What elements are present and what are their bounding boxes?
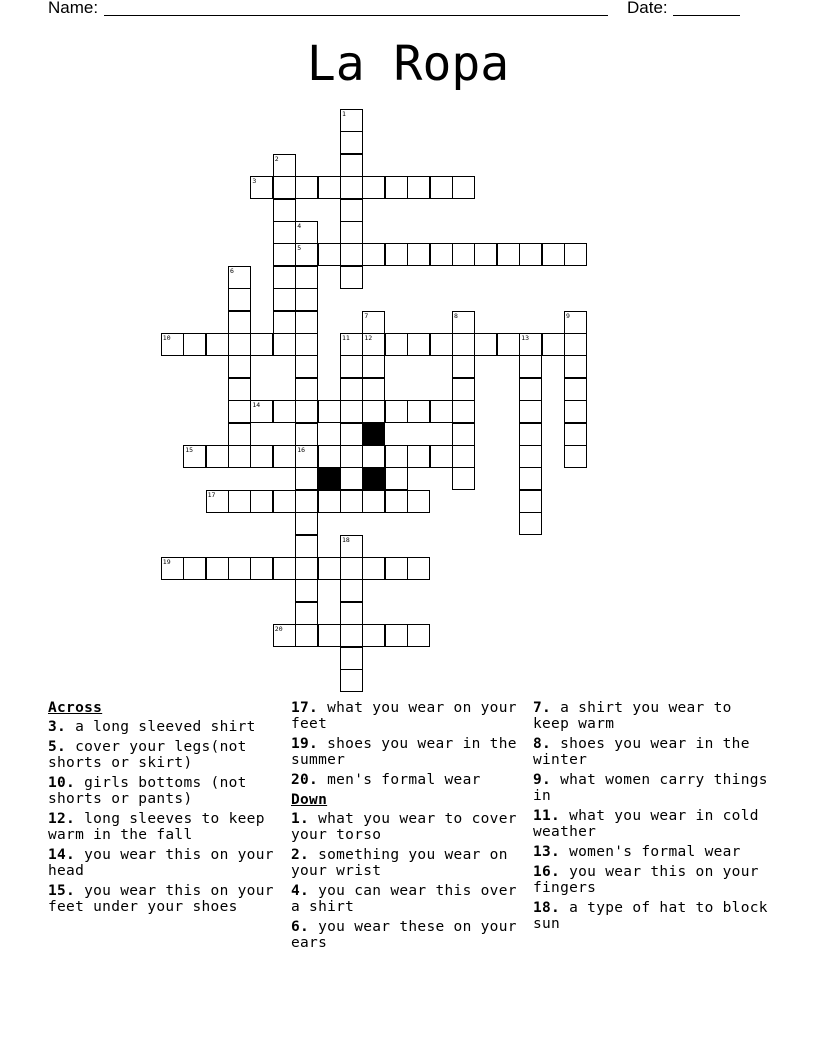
- crossword-cell[interactable]: [250, 557, 273, 580]
- crossword-cell[interactable]: [161, 557, 184, 580]
- crossword-cell[interactable]: [340, 176, 363, 199]
- crossword-cell[interactable]: [452, 243, 475, 266]
- crossword-cell[interactable]: [273, 266, 296, 289]
- crossword-cell[interactable]: [430, 176, 453, 199]
- crossword-cell[interactable]: [340, 400, 363, 423]
- clue-down-6: [291, 919, 531, 951]
- clue-number: 3: [252, 177, 257, 186]
- crossword-cell[interactable]: [340, 199, 363, 222]
- clue-number-label: 15.: [48, 883, 76, 899]
- crossword-cell[interactable]: [273, 243, 296, 266]
- crossword-cell[interactable]: [452, 378, 475, 401]
- crossword-cell[interactable]: [542, 333, 565, 356]
- clue-down-2: [291, 847, 531, 879]
- clue-text: what you wear on your feet: [291, 700, 517, 732]
- clue-text: a shirt you wear to keep warm: [533, 700, 732, 732]
- clue-number-label: 14.: [48, 847, 76, 863]
- clue-text: something you wear on your wrist: [291, 847, 508, 879]
- crossword-cell[interactable]: [273, 288, 296, 311]
- crossword-cell[interactable]: [497, 333, 520, 356]
- crossword-cell[interactable]: [452, 467, 475, 490]
- crossword-cell[interactable]: [519, 355, 542, 378]
- clue-down-16: [533, 864, 773, 896]
- crossword-cell[interactable]: [273, 176, 296, 199]
- crossword-cell[interactable]: [250, 333, 273, 356]
- crossword-cell[interactable]: [452, 333, 475, 356]
- crossword-cell[interactable]: [385, 333, 408, 356]
- crossword-cell[interactable]: [295, 445, 318, 468]
- crossword-cell[interactable]: [362, 355, 385, 378]
- clue-text: you wear this on your fingers: [533, 864, 759, 896]
- clue-number: 6: [230, 266, 234, 275]
- name-label: Name:: [48, 0, 99, 17]
- crossword-cell[interactable]: [206, 490, 229, 513]
- crossword-cell[interactable]: [519, 490, 542, 513]
- clue-number-label: 11.: [533, 808, 561, 824]
- clue-number: 16: [297, 446, 306, 454]
- crossword-cell[interactable]: [519, 512, 542, 535]
- crossword-cell[interactable]: [295, 333, 318, 356]
- crossword-cell[interactable]: [273, 557, 296, 580]
- crossword-cell[interactable]: [340, 624, 363, 647]
- crossword-cell[interactable]: [385, 490, 408, 513]
- crossword-cell[interactable]: [340, 131, 363, 154]
- crossword-cell[interactable]: [228, 557, 251, 580]
- crossword-cell[interactable]: [362, 445, 385, 468]
- crossword-cell[interactable]: [183, 557, 206, 580]
- clue-number: 8: [454, 311, 458, 320]
- crossword-cell[interactable]: [250, 176, 273, 199]
- crossword-cell[interactable]: [430, 400, 453, 423]
- crossword-cell[interactable]: [295, 311, 318, 334]
- crossword-cell[interactable]: [228, 490, 251, 513]
- clue-number-label: 1.: [291, 811, 310, 827]
- clue-number: 11: [342, 334, 350, 342]
- crossword-cell[interactable]: [273, 445, 296, 468]
- clue-across-5: [48, 739, 288, 771]
- crossword-cell[interactable]: [452, 355, 475, 378]
- crossword-cell[interactable]: [250, 400, 273, 423]
- clue-number-label: 16.: [533, 864, 561, 880]
- crossword-cell[interactable]: [362, 176, 385, 199]
- clue-number: 2: [274, 154, 279, 163]
- clue-text: you wear this on your head: [48, 847, 274, 879]
- crossword-cell[interactable]: [385, 176, 408, 199]
- crossword-cell[interactable]: [206, 445, 229, 468]
- clue-text: women's formal wear: [569, 844, 741, 860]
- clue-down-18: [533, 900, 773, 932]
- clue-down-13: [533, 844, 773, 860]
- crossword-cell[interactable]: [318, 557, 341, 580]
- crossword-cell[interactable]: [295, 288, 318, 311]
- crossword-block: [362, 423, 385, 446]
- clue-number-label: 20.: [291, 772, 319, 788]
- crossword-cell[interactable]: [295, 221, 318, 244]
- clue-down-11: [533, 808, 773, 840]
- crossword-cell[interactable]: [407, 557, 430, 580]
- down-heading: Down: [291, 792, 328, 808]
- crossword-cell[interactable]: [407, 400, 430, 423]
- crossword-cell[interactable]: [407, 624, 430, 647]
- clue-across-3: [48, 719, 288, 735]
- crossword-cell[interactable]: [295, 400, 318, 423]
- clue-number-label: 13.: [533, 844, 561, 860]
- clue-number: 5: [297, 244, 302, 253]
- clue-number-label: 9.: [533, 772, 552, 788]
- clue-number-label: 5.: [48, 739, 67, 755]
- crossword-cell[interactable]: [519, 423, 542, 446]
- clue-number: 9: [566, 311, 570, 320]
- clue-text: you wear this on your feet under your shoes: [48, 883, 274, 915]
- crossword-cell[interactable]: [228, 355, 251, 378]
- clue-number: 7: [364, 311, 369, 320]
- clue-text: cover your legs(not shorts or skirt): [48, 739, 247, 771]
- crossword-cell[interactable]: [362, 557, 385, 580]
- crossword-cell[interactable]: [452, 400, 475, 423]
- crossword-cell[interactable]: [183, 445, 206, 468]
- clue-number: 18: [342, 535, 350, 544]
- crossword-cell[interactable]: [340, 467, 363, 490]
- across-heading: Across: [48, 700, 103, 716]
- crossword-cell[interactable]: [564, 400, 587, 423]
- crossword-cell[interactable]: [295, 467, 318, 490]
- crossword-cell[interactable]: [295, 266, 318, 289]
- clue-across-10: [48, 775, 288, 807]
- crossword-cell[interactable]: [295, 423, 318, 446]
- crossword-cell[interactable]: [273, 311, 296, 334]
- crossword-cell[interactable]: [385, 445, 408, 468]
- crossword-cell[interactable]: [318, 243, 341, 266]
- crossword-cell[interactable]: [340, 154, 363, 177]
- crossword-cell[interactable]: [340, 355, 363, 378]
- crossword-cell[interactable]: [228, 288, 251, 311]
- crossword-cell[interactable]: [295, 535, 318, 558]
- crossword-block: [318, 467, 341, 490]
- clue-number-label: 7.: [533, 700, 552, 716]
- clue-number: 10: [162, 334, 171, 342]
- crossword-cell[interactable]: [564, 355, 587, 378]
- crossword-cell[interactable]: [273, 490, 296, 513]
- crossword-cell[interactable]: [340, 333, 363, 356]
- clues-column-3: [533, 700, 773, 936]
- clue-number: 15: [185, 446, 194, 454]
- crossword-cell[interactable]: [340, 266, 363, 289]
- crossword-cell[interactable]: [407, 176, 430, 199]
- clue-down-4: [291, 883, 531, 915]
- crossword-cell[interactable]: [519, 333, 542, 356]
- clue-across-19: [291, 736, 531, 768]
- crossword-cell[interactable]: [295, 512, 318, 535]
- clue-number-label: 18.: [533, 900, 561, 916]
- clue-across-15: [48, 883, 288, 915]
- crossword-cell[interactable]: [295, 624, 318, 647]
- crossword-cell[interactable]: [295, 557, 318, 580]
- crossword-cell[interactable]: [407, 333, 430, 356]
- crossword-cell[interactable]: [564, 423, 587, 446]
- date-label: Date:: [627, 0, 668, 17]
- crossword-cell[interactable]: [340, 445, 363, 468]
- clue-down-9: [533, 772, 773, 804]
- crossword-cell[interactable]: [318, 445, 341, 468]
- clue-text: what women carry things in: [533, 772, 768, 804]
- clue-number: 1: [342, 110, 346, 118]
- crossword-cell[interactable]: [385, 557, 408, 580]
- crossword-cell[interactable]: [340, 535, 363, 558]
- clue-number-label: 19.: [291, 736, 319, 752]
- crossword-cell[interactable]: [474, 243, 497, 266]
- crossword-cell[interactable]: [340, 221, 363, 244]
- crossword-cell[interactable]: [228, 400, 251, 423]
- crossword-cell[interactable]: [206, 557, 229, 580]
- crossword-cell[interactable]: [228, 445, 251, 468]
- crossword-cell[interactable]: [362, 378, 385, 401]
- crossword-cell[interactable]: [228, 266, 251, 289]
- page-title: La Ropa: [306, 36, 510, 92]
- clue-number-label: 6.: [291, 919, 310, 935]
- crossword-cell[interactable]: [318, 624, 341, 647]
- crossword-cell[interactable]: [206, 333, 229, 356]
- crossword-cell[interactable]: [407, 445, 430, 468]
- clue-number-label: 2.: [291, 847, 310, 863]
- clue-text: a long sleeved shirt: [75, 719, 256, 735]
- clue-text: a type of hat to block sun: [533, 900, 768, 932]
- crossword-cell[interactable]: [295, 378, 318, 401]
- crossword-cell[interactable]: [385, 624, 408, 647]
- clue-text: shoes you wear in the summer: [291, 736, 517, 768]
- crossword-cell[interactable]: [542, 243, 565, 266]
- clue-text: girls bottoms (not shorts or pants): [48, 775, 247, 807]
- clue-number-label: 12.: [48, 811, 76, 827]
- clue-number-label: 17.: [291, 700, 319, 716]
- crossword-cell[interactable]: [318, 400, 341, 423]
- crossword-cell[interactable]: [407, 243, 430, 266]
- clues-column-2: [291, 700, 531, 955]
- clue-across-20: [291, 772, 531, 788]
- clue-across-14: [48, 847, 288, 879]
- crossword-block: [362, 467, 385, 490]
- crossword-cell[interactable]: [295, 490, 318, 513]
- crossword-cell[interactable]: [340, 669, 363, 692]
- clue-across-12: [48, 811, 288, 843]
- crossword-cell[interactable]: [340, 602, 363, 625]
- crossword-cell[interactable]: [273, 199, 296, 222]
- crossword-cell[interactable]: [340, 378, 363, 401]
- crossword-cell[interactable]: [362, 311, 385, 334]
- crossword-cell[interactable]: [497, 243, 520, 266]
- crossword-cell[interactable]: [273, 400, 296, 423]
- crossword-cell[interactable]: [430, 333, 453, 356]
- crossword-cell[interactable]: [362, 624, 385, 647]
- clue-number: 13: [521, 334, 530, 342]
- crossword-cell[interactable]: [273, 333, 296, 356]
- crossword-cell[interactable]: [273, 221, 296, 244]
- crossword-cell[interactable]: [430, 445, 453, 468]
- crossword-cell[interactable]: [519, 445, 542, 468]
- clue-text: what you wear in cold weather: [533, 808, 759, 840]
- crossword-cell[interactable]: [318, 490, 341, 513]
- crossword-cell[interactable]: [161, 333, 184, 356]
- crossword-cell[interactable]: [295, 243, 318, 266]
- crossword-cell[interactable]: [340, 579, 363, 602]
- clue-number-label: 3.: [48, 719, 67, 735]
- crossword-cell[interactable]: [228, 333, 251, 356]
- crossword-cell[interactable]: [318, 176, 341, 199]
- crossword-cell[interactable]: [385, 467, 408, 490]
- clue-text: you wear these on your ears: [291, 919, 517, 951]
- crossword-cell[interactable]: [340, 243, 363, 266]
- crossword-cell[interactable]: [519, 400, 542, 423]
- crossword-cell[interactable]: [519, 378, 542, 401]
- crossword-cell[interactable]: [250, 490, 273, 513]
- clue-text: you can wear this over a shirt: [291, 883, 517, 915]
- crossword-cell[interactable]: [228, 423, 251, 446]
- crossword-cell[interactable]: [295, 602, 318, 625]
- crossword-cell[interactable]: [228, 311, 251, 334]
- crossword-cell[interactable]: [340, 557, 363, 580]
- clue-text: men's formal wear: [327, 772, 481, 788]
- crossword-cell[interactable]: [564, 445, 587, 468]
- crossword-cell[interactable]: [519, 467, 542, 490]
- crossword-cell[interactable]: [362, 490, 385, 513]
- crossword-cell[interactable]: [452, 176, 475, 199]
- crossword-cell[interactable]: [340, 423, 363, 446]
- clue-down-8: [533, 736, 773, 768]
- crossword-cell[interactable]: [564, 311, 587, 334]
- clue-number: 12: [364, 334, 373, 342]
- crossword-cell[interactable]: [295, 176, 318, 199]
- clue-text: long sleeves to keep warm in the fall: [48, 811, 265, 843]
- crossword-cell[interactable]: [452, 423, 475, 446]
- clue-number: 20: [274, 625, 283, 634]
- clue-number: 14: [252, 401, 261, 410]
- crossword-cell[interactable]: [564, 333, 587, 356]
- crossword-cell[interactable]: [340, 490, 363, 513]
- crossword-cell[interactable]: [407, 490, 430, 513]
- clue-number-label: 8.: [533, 736, 552, 752]
- clue-number-label: 4.: [291, 883, 310, 899]
- clues-column-1: [48, 700, 288, 919]
- clue-text: what you wear to cover your torso: [291, 811, 517, 843]
- crossword-cell[interactable]: [273, 154, 296, 177]
- crossword-cell[interactable]: [340, 109, 363, 132]
- clue-number: 19: [162, 558, 171, 566]
- crossword-cell[interactable]: [385, 400, 408, 423]
- crossword-cell[interactable]: [362, 333, 385, 356]
- crossword-cell[interactable]: [564, 378, 587, 401]
- crossword-cell[interactable]: [273, 624, 296, 647]
- crossword-cell[interactable]: [228, 378, 251, 401]
- crossword-cell[interactable]: [362, 400, 385, 423]
- crossword-cell[interactable]: [452, 445, 475, 468]
- crossword-cell[interactable]: [362, 243, 385, 266]
- crossword-cell[interactable]: [519, 243, 542, 266]
- clue-number-label: 10.: [48, 775, 76, 791]
- clue-down-1: [291, 811, 531, 843]
- crossword-cell[interactable]: [430, 243, 453, 266]
- crossword-cell[interactable]: [474, 333, 497, 356]
- clue-text: shoes you wear in the winter: [533, 736, 750, 768]
- clue-number: 4: [297, 222, 302, 230]
- clue-across-17: [291, 700, 531, 732]
- crossword-cell[interactable]: [452, 311, 475, 334]
- clue-down-7: [533, 700, 773, 732]
- crossword-cell[interactable]: [183, 333, 206, 356]
- crossword-cell[interactable]: [340, 647, 363, 670]
- crossword-cell[interactable]: [564, 243, 587, 266]
- crossword-cell[interactable]: [295, 579, 318, 602]
- clue-number: 17: [207, 490, 216, 499]
- crossword-cell[interactable]: [295, 355, 318, 378]
- crossword-cell[interactable]: [385, 243, 408, 266]
- crossword-cell[interactable]: [250, 445, 273, 468]
